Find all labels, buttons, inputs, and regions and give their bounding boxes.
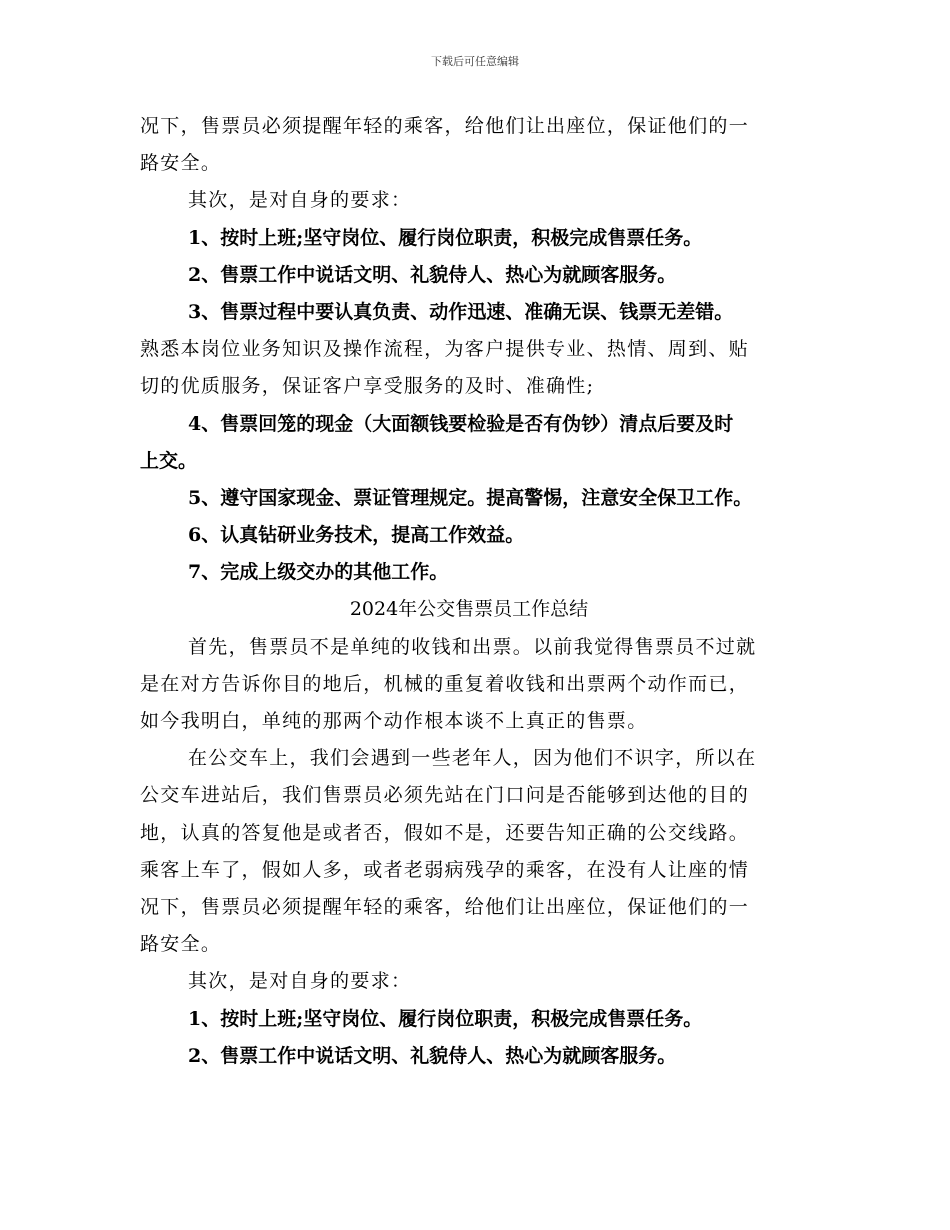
list-item: 1、按时上班;坚守岗位、履行岗位职责，积极完成售票任务。 — [188, 226, 703, 249]
list-item-continuation: 上交。 — [140, 449, 198, 472]
paragraph-line: 首先，售票员不是单纯的收钱和出票。以前我觉得售票员不过就 — [188, 635, 757, 658]
list-item: 5、遵守国家现金、票证管理规定。提高警惕，注意安全保卫工作。 — [188, 486, 753, 509]
list-item: 2、售票工作中说话文明、礼貌侍人、热心为就顾客服务。 — [188, 1044, 677, 1067]
paragraph-line: 在公交车上，我们会遇到一些老年人，因为他们不识字，所以在 — [188, 747, 757, 770]
paragraph-line: 地，认真的答复他是或者否，假如不是，还要告知正确的公交线路。 — [140, 821, 750, 844]
paragraph-line: 公交车进站后，我们售票员必须先站在门口问是否能够到达他的目的 — [140, 784, 750, 807]
paragraph-line: 路安全。 — [140, 152, 222, 175]
list-item: 4、售票回笼的现金（大面额钱要检验是否有伪钞）清点后要及时 — [188, 412, 734, 435]
list-item: 6、认真钻研业务技术，提高工作效益。 — [188, 524, 525, 547]
list-item: 2、售票工作中说话文明、礼貌侍人、热心为就顾客服务。 — [188, 263, 677, 286]
page-header-note: 下载后可任意编辑 — [431, 55, 519, 68]
paragraph-line: 其次，是对自身的要求： — [188, 970, 412, 993]
list-item: 3、售票过程中要认真负责、动作迅速、准确无误、钱票无差错。 — [188, 300, 734, 323]
paragraph-line: 如今我明白，单纯的那两个动作根本谈不上真正的售票。 — [140, 710, 648, 732]
list-item: 7、完成上级交办的其他工作。 — [188, 561, 449, 584]
paragraph-line: 切的优质服务，保证客户享受服务的及时、准确性; — [140, 375, 595, 398]
paragraph-line: 况下，售票员必须提醒年轻的乘客，给他们让出座位，保证他们的一 — [140, 115, 750, 137]
section-title: 2024年公交售票员工作总结 — [349, 598, 589, 621]
document-body — [140, 108, 830, 1075]
list-item: 1、按时上班;坚守岗位、履行岗位职责，积极完成售票任务。 — [188, 1007, 703, 1030]
paragraph-line: 况下，售票员必须提醒年轻的乘客，给他们让出座位，保证他们的一 — [140, 895, 750, 918]
paragraph-line: 路安全。 — [140, 933, 222, 956]
paragraph-line: 是在对方告诉你目的地后，机械的重复着收钱和出票两个动作而已， — [140, 672, 750, 695]
paragraph-line: 熟悉本岗位业务知识及操作流程，为客户提供专业、热情、周到、贴 — [140, 338, 750, 361]
paragraph-line: 其次，是对自身的要求： — [188, 189, 412, 212]
paragraph-line: 乘客上车了，假如人多，或者老弱病残孕的乘客，在没有人让座的情 — [140, 858, 750, 881]
